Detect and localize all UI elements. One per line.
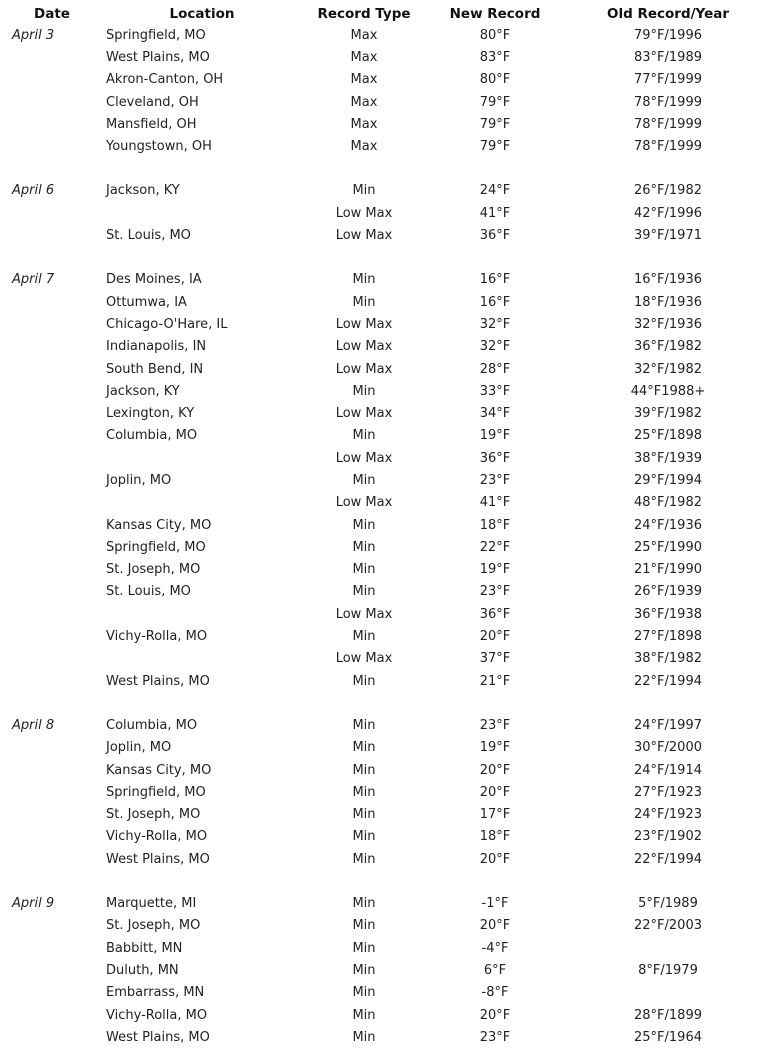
- table-row: [2, 781, 772, 803]
- location-cell: Vichy-Rolla, MO: [106, 1007, 208, 1023]
- location-cell: Marquette, MI: [106, 896, 197, 912]
- record-type-cell: Min: [352, 762, 376, 778]
- old-record-cell: 24°F/1923: [634, 807, 702, 823]
- location-cell: Ottumwa, IA: [106, 294, 187, 310]
- record-type-cell: Low Max: [335, 651, 393, 667]
- location-cell: Babbitt, MN: [106, 940, 183, 956]
- old-record-cell: 18°F/1936: [634, 294, 702, 310]
- date-cell: April 9: [12, 896, 55, 912]
- date-cell: [2, 670, 102, 692]
- record-type-cell: Min: [352, 940, 376, 956]
- date-cell: [2, 492, 102, 514]
- header-old-record: Old Record/Year: [606, 6, 729, 22]
- old-record-cell: 32°F/1982: [634, 361, 702, 377]
- location-cell: Columbia, MO: [106, 428, 198, 444]
- new-record-cell: 20°F: [479, 784, 511, 800]
- record-type-cell: Max: [350, 72, 378, 88]
- table-row: [2, 603, 772, 625]
- record-type-cell: Min: [352, 829, 376, 845]
- table-row: [2, 402, 772, 424]
- old-record-cell: [564, 982, 772, 1004]
- old-record-cell: 77°F/1999: [634, 72, 702, 88]
- date-cell: [2, 336, 102, 358]
- record-type-cell: Min: [352, 428, 376, 444]
- table-row: [2, 447, 772, 469]
- record-type-cell: Max: [350, 139, 378, 155]
- table-row: [2, 937, 772, 959]
- date-cell: April 6: [12, 183, 55, 199]
- old-record-cell: 21°F/1990: [634, 562, 702, 578]
- record-type-cell: Min: [352, 717, 376, 733]
- table-row: [2, 224, 772, 246]
- location-cell: Jackson, KY: [106, 383, 180, 399]
- new-record-cell: 19°F: [479, 562, 511, 578]
- new-record-cell: 79°F: [479, 94, 511, 110]
- date-cell: [2, 402, 102, 424]
- date-cell: April 8: [12, 717, 55, 733]
- location-cell: Embarrass, MN: [106, 985, 205, 1001]
- new-record-cell: 23°F: [479, 717, 511, 733]
- new-record-cell: -1°F: [481, 896, 509, 912]
- location-cell: Duluth, MN: [106, 962, 179, 978]
- record-type-cell: Min: [352, 584, 376, 600]
- new-record-cell: 19°F: [479, 740, 511, 756]
- old-record-cell: 42°F/1996: [634, 205, 702, 221]
- group-spacer: [2, 692, 772, 714]
- table-row: [2, 291, 772, 313]
- old-record-cell: 27°F/1923: [634, 784, 702, 800]
- date-cell: [2, 1004, 102, 1026]
- record-type-cell: Min: [352, 673, 376, 689]
- table-row: [2, 113, 772, 135]
- old-record-cell: 22°F/2003: [634, 918, 702, 934]
- location-cell: St. Louis, MO: [106, 228, 191, 244]
- date-cell: [2, 313, 102, 335]
- location-cell: Joplin, MO: [106, 740, 172, 756]
- new-record-cell: 33°F: [479, 383, 511, 399]
- date-cell: [2, 380, 102, 402]
- new-record-cell: 6°F: [483, 962, 507, 978]
- table-row: [2, 46, 772, 68]
- date-cell: [2, 603, 102, 625]
- record-type-cell: Low Max: [335, 339, 393, 355]
- records-body: [2, 24, 772, 1048]
- table-row: [2, 69, 772, 91]
- old-record-cell: 39°F/1971: [634, 228, 702, 244]
- record-type-cell: Min: [352, 562, 376, 578]
- location-cell: Springfield, MO: [106, 27, 206, 43]
- location-cell: Lexington, KY: [106, 406, 195, 422]
- table-row: [2, 848, 772, 870]
- new-record-cell: 36°F: [479, 228, 511, 244]
- new-record-cell: 41°F: [479, 495, 511, 511]
- date-cell: [2, 469, 102, 491]
- new-record-cell: 32°F: [479, 339, 511, 355]
- new-record-cell: 80°F: [479, 27, 511, 43]
- location-cell: [102, 648, 302, 670]
- new-record-cell: 23°F: [479, 1029, 511, 1045]
- date-cell: [2, 291, 102, 313]
- records-table: [2, 0, 772, 1048]
- location-cell: West Plains, MO: [106, 851, 210, 867]
- record-type-cell: Min: [352, 918, 376, 934]
- old-record-cell: 28°F/1899: [634, 1007, 702, 1023]
- new-record-cell: 23°F: [479, 472, 511, 488]
- new-record-cell: 18°F: [479, 829, 511, 845]
- date-cell: [2, 781, 102, 803]
- record-type-cell: Low Max: [335, 606, 393, 622]
- table-row: [2, 804, 772, 826]
- table-row: [2, 336, 772, 358]
- table-row: [2, 180, 772, 202]
- location-cell: [102, 202, 302, 224]
- location-cell: Kansas City, MO: [106, 517, 212, 533]
- record-type-cell: Min: [352, 183, 376, 199]
- date-cell: [2, 648, 102, 670]
- table-row: [2, 536, 772, 558]
- old-record-cell: 38°F/1982: [634, 651, 702, 667]
- record-type-cell: Min: [352, 629, 376, 645]
- location-cell: Vichy-Rolla, MO: [106, 829, 208, 845]
- new-record-cell: -8°F: [481, 985, 509, 1001]
- record-type-cell: Min: [352, 272, 376, 288]
- location-cell: St. Joseph, MO: [106, 562, 201, 578]
- date-cell: [2, 224, 102, 246]
- old-record-cell: 79°F/1996: [634, 27, 702, 43]
- location-cell: Joplin, MO: [106, 472, 172, 488]
- old-record-cell: 78°F/1999: [634, 139, 702, 155]
- table-row: [2, 759, 772, 781]
- old-record-cell: 78°F/1999: [634, 116, 702, 132]
- table-row: [2, 135, 772, 157]
- date-cell: [2, 982, 102, 1004]
- table-row: [2, 892, 772, 914]
- new-record-cell: 16°F: [479, 272, 511, 288]
- header-location: Location: [169, 6, 235, 22]
- old-record-cell: 39°F/1982: [634, 406, 702, 422]
- date-cell: April 7: [12, 272, 55, 288]
- date-cell: [2, 46, 102, 68]
- record-type-cell: Low Max: [335, 316, 393, 332]
- old-record-cell: 29°F/1994: [634, 472, 702, 488]
- new-record-cell: 20°F: [479, 1007, 511, 1023]
- old-record-cell: 26°F/1939: [634, 584, 702, 600]
- table-row: [2, 358, 772, 380]
- header-row: [2, 0, 772, 24]
- location-cell: South Bend, IN: [106, 361, 204, 377]
- group-spacer: [2, 870, 772, 892]
- date-cell: [2, 826, 102, 848]
- old-record-cell: 5°F/1989: [638, 896, 698, 912]
- new-record-cell: 83°F: [479, 49, 511, 65]
- old-record-cell: 24°F/1936: [634, 517, 702, 533]
- table-row: [2, 670, 772, 692]
- old-record-cell: 8°F/1979: [638, 962, 698, 978]
- date-cell: [2, 959, 102, 981]
- date-cell: [2, 804, 102, 826]
- location-cell: Jackson, KY: [106, 183, 180, 199]
- group-spacer: [2, 158, 772, 180]
- date-cell: [2, 91, 102, 113]
- new-record-cell: 37°F: [479, 651, 511, 667]
- new-record-cell: 79°F: [479, 139, 511, 155]
- record-type-cell: Low Max: [335, 495, 393, 511]
- record-type-cell: Max: [350, 49, 378, 65]
- table-row: [2, 24, 772, 46]
- old-record-cell: 25°F/1990: [634, 539, 702, 555]
- location-cell: Akron-Canton, OH: [106, 72, 224, 88]
- date-cell: [2, 915, 102, 937]
- location-cell: [102, 603, 302, 625]
- location-cell: Chicago-O'Hare, IL: [106, 316, 228, 332]
- old-record-cell: 83°F/1989: [634, 49, 702, 65]
- location-cell: Mansfield, OH: [106, 116, 197, 132]
- location-cell: West Plains, MO: [106, 1029, 210, 1045]
- location-cell: St. Joseph, MO: [106, 918, 201, 934]
- new-record-cell: 21°F: [479, 673, 511, 689]
- table-row: [2, 982, 772, 1004]
- table-row: [2, 648, 772, 670]
- header-date: Date: [34, 6, 70, 22]
- record-type-cell: Min: [352, 740, 376, 756]
- new-record-cell: -4°F: [481, 940, 509, 956]
- new-record-cell: 20°F: [479, 918, 511, 934]
- date-cell: [2, 425, 102, 447]
- record-type-cell: Max: [350, 116, 378, 132]
- old-record-cell: 78°F/1999: [634, 94, 702, 110]
- date-cell: [2, 202, 102, 224]
- old-record-cell: [564, 937, 772, 959]
- new-record-cell: 16°F: [479, 294, 511, 310]
- old-record-cell: 36°F/1982: [634, 339, 702, 355]
- table-row: [2, 1026, 772, 1048]
- old-record-cell: 48°F/1982: [634, 495, 702, 511]
- record-type-cell: Min: [352, 896, 376, 912]
- table-row: [2, 313, 772, 335]
- date-cell: [2, 447, 102, 469]
- date-cell: [2, 937, 102, 959]
- new-record-cell: 20°F: [479, 851, 511, 867]
- date-cell: April 3: [12, 27, 55, 43]
- table-row: [2, 826, 772, 848]
- new-record-cell: 79°F: [479, 116, 511, 132]
- old-record-cell: 36°F/1938: [634, 606, 702, 622]
- table-row: [2, 915, 772, 937]
- location-cell: Indianapolis, IN: [106, 339, 207, 355]
- new-record-cell: 20°F: [479, 762, 511, 778]
- table-row: [2, 714, 772, 736]
- date-cell: [2, 759, 102, 781]
- old-record-cell: 32°F/1936: [634, 316, 702, 332]
- location-cell: Springfield, MO: [106, 784, 206, 800]
- record-type-cell: Min: [352, 985, 376, 1001]
- old-record-cell: 27°F/1898: [634, 629, 702, 645]
- date-cell: [2, 1026, 102, 1048]
- table-row: [2, 581, 772, 603]
- old-record-cell: 44°F1988+: [630, 383, 706, 399]
- record-type-cell: Low Max: [335, 361, 393, 377]
- table-row: [2, 559, 772, 581]
- location-cell: St. Louis, MO: [106, 584, 191, 600]
- date-cell: [2, 135, 102, 157]
- old-record-cell: 22°F/1994: [634, 851, 702, 867]
- new-record-cell: 36°F: [479, 606, 511, 622]
- record-type-cell: Min: [352, 383, 376, 399]
- date-cell: [2, 514, 102, 536]
- location-cell: West Plains, MO: [106, 673, 210, 689]
- new-record-cell: 36°F: [479, 450, 511, 466]
- table-row: [2, 514, 772, 536]
- date-cell: [2, 69, 102, 91]
- old-record-cell: 25°F/1898: [634, 428, 702, 444]
- record-type-cell: Min: [352, 1029, 376, 1045]
- location-cell: West Plains, MO: [106, 49, 210, 65]
- date-cell: [2, 848, 102, 870]
- old-record-cell: 24°F/1914: [634, 762, 702, 778]
- table-row: [2, 737, 772, 759]
- old-record-cell: 30°F/2000: [634, 740, 702, 756]
- location-cell: Columbia, MO: [106, 717, 198, 733]
- table-row: [2, 625, 772, 647]
- record-type-cell: Max: [350, 27, 378, 43]
- location-cell: Youngstown, OH: [106, 139, 212, 155]
- location-cell: [102, 492, 302, 514]
- group-spacer: [2, 247, 772, 269]
- table-row: [2, 425, 772, 447]
- new-record-cell: 22°F: [479, 539, 511, 555]
- table-row: [2, 1004, 772, 1026]
- record-type-cell: Min: [352, 472, 376, 488]
- location-cell: [102, 447, 302, 469]
- new-record-cell: 34°F: [479, 406, 511, 422]
- new-record-cell: 80°F: [479, 72, 511, 88]
- old-record-cell: 25°F/1964: [634, 1029, 702, 1045]
- table-row: [2, 380, 772, 402]
- new-record-cell: 17°F: [479, 807, 511, 823]
- record-type-cell: Min: [352, 962, 376, 978]
- record-type-cell: Min: [352, 784, 376, 800]
- date-cell: [2, 113, 102, 135]
- record-type-cell: Low Max: [335, 228, 393, 244]
- table-row: [2, 202, 772, 224]
- old-record-cell: 22°F/1994: [634, 673, 702, 689]
- table-row: [2, 91, 772, 113]
- location-cell: Cleveland, OH: [106, 94, 199, 110]
- old-record-cell: 26°F/1982: [634, 183, 702, 199]
- new-record-cell: 23°F: [479, 584, 511, 600]
- location-cell: Vichy-Rolla, MO: [106, 629, 208, 645]
- record-type-cell: Min: [352, 294, 376, 310]
- new-record-cell: 28°F: [479, 361, 511, 377]
- location-cell: Springfield, MO: [106, 539, 206, 555]
- new-record-cell: 18°F: [479, 517, 511, 533]
- record-type-cell: Min: [352, 851, 376, 867]
- record-type-cell: Min: [352, 807, 376, 823]
- date-cell: [2, 625, 102, 647]
- table-row: [2, 959, 772, 981]
- location-cell: Kansas City, MO: [106, 762, 212, 778]
- date-cell: [2, 581, 102, 603]
- location-cell: St. Joseph, MO: [106, 807, 201, 823]
- table-row: [2, 269, 772, 291]
- header-record-type: Record Type: [317, 6, 411, 22]
- location-cell: Des Moines, IA: [106, 272, 202, 288]
- date-cell: [2, 737, 102, 759]
- new-record-cell: 19°F: [479, 428, 511, 444]
- new-record-cell: 41°F: [479, 205, 511, 221]
- record-type-cell: Low Max: [335, 205, 393, 221]
- new-record-cell: 24°F: [479, 183, 511, 199]
- new-record-cell: 20°F: [479, 629, 511, 645]
- new-record-cell: 32°F: [479, 316, 511, 332]
- record-type-cell: Low Max: [335, 450, 393, 466]
- old-record-cell: 38°F/1939: [634, 450, 702, 466]
- record-type-cell: Max: [350, 94, 378, 110]
- date-cell: [2, 358, 102, 380]
- old-record-cell: 24°F/1997: [634, 717, 702, 733]
- old-record-cell: 16°F/1936: [634, 272, 702, 288]
- date-cell: [2, 559, 102, 581]
- record-type-cell: Low Max: [335, 406, 393, 422]
- table-row: [2, 492, 772, 514]
- old-record-cell: 23°F/1902: [634, 829, 702, 845]
- table-row: [2, 469, 772, 491]
- date-cell: [2, 536, 102, 558]
- record-type-cell: Min: [352, 517, 376, 533]
- header-new-record: New Record: [449, 6, 541, 22]
- record-type-cell: Min: [352, 1007, 376, 1023]
- record-type-cell: Min: [352, 539, 376, 555]
